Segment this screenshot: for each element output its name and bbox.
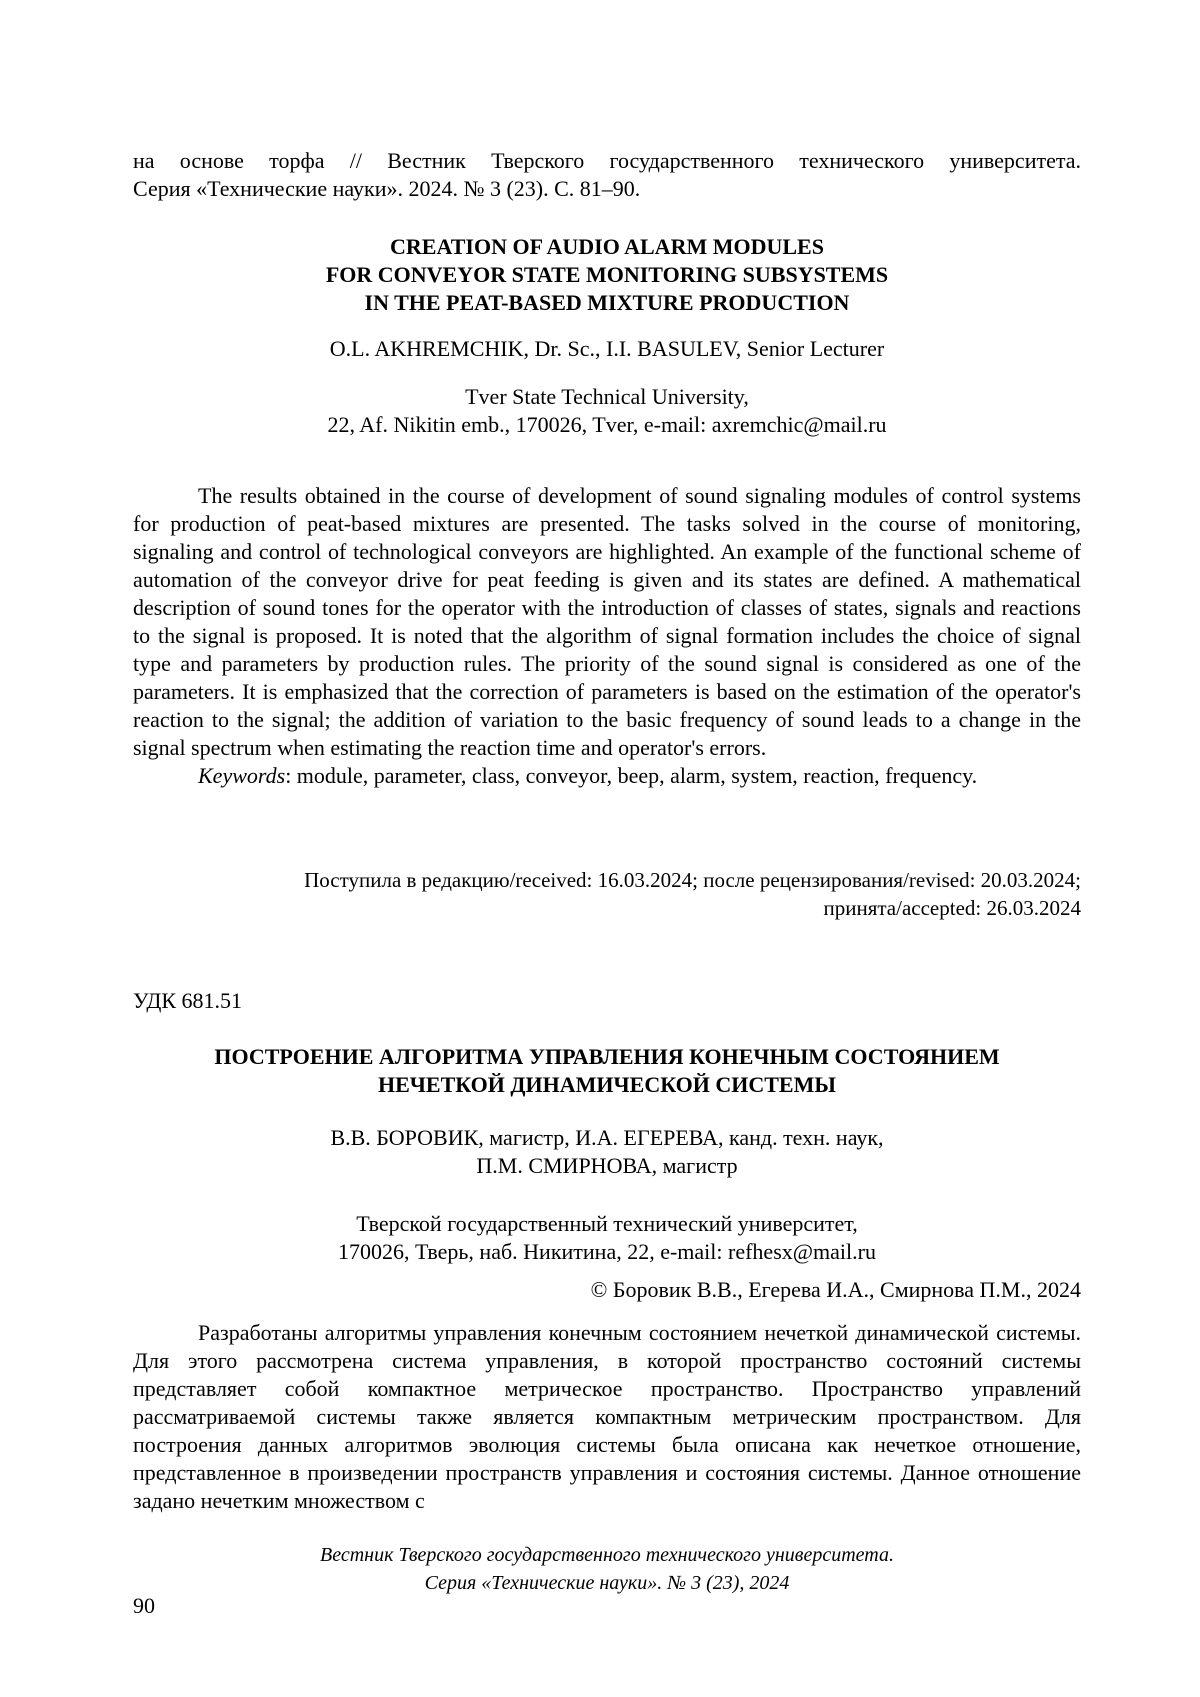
footer-line-1: Вестник Тверского государственного технического университета. (320, 1544, 894, 1566)
affiliation-en-line-1: Tver State Technical University, (465, 384, 749, 409)
abstract-en-block (133, 482, 1081, 790)
keywords-list: : module, parameter, class, conveyor, beep, alarm, system, reaction, frequency. (285, 763, 978, 788)
article-title-en-line-3: IN THE PEAT-BASED MIXTURE PRODUCTION (364, 290, 850, 315)
reference-line-1: на основе торфа // Вестник Тверского государственного технического университета. (133, 148, 1081, 173)
authors-ru-line-2: П.М. СМИРНОВА, магистр (476, 1153, 738, 1178)
affiliation-en-line-2: 22, Af. Nikitin emb., 170026, Tver, e-mail: axremchic@mail.ru (327, 412, 887, 437)
article-title-ru-line-1: ПОСТРОЕНИЕ АЛГОРИТМА УПРАВЛЕНИЯ КОНЕЧНЫМ СОСТОЯНИЕМ (214, 1044, 1000, 1069)
received-line-1: Поступила в редакцию/received: 16.03.2024; после рецензирования/revised: 20.03.2024; (304, 868, 1081, 892)
keywords-en (133, 762, 1081, 790)
abstract-ru: Разработаны алгоритмы управления конечным состоянием нечеткой динамической системы. Для этого рассмотрена система управления, в которой пространство состояний системы представляет собой компактное метрическое пространство. Пространство управлений рассматриваемой системы также является компактным метрическим пространством. Для построения данных алгоритмов эволюция системы была описана как нечеткое отношение, представленное в произведении пространств управления и состояния системы. Данное отношение задано нечетким множеством с (133, 1320, 1081, 1513)
authors-ru-line-1: В.В. БОРОВИК, магистр, И.А. ЕГЕРЕВА, канд. техн. наук, (330, 1125, 884, 1150)
abstract-en: The results obtained in the course of development of sound signaling modules of control systems for production of peat-based mixtures are presented. The tasks solved in the course of monitoring, signaling and control of technological conveyors are highlighted. An example of the functional scheme of automation of the conveyor drive for peat feeding is given and its states are defined. A mathematical description of sound tones for the operator with the introduction of classes of states, signals and reactions to the signal is proposed. It is noted that the algorithm of signal formation includes the choice of signal type and parameters by production rules. The priority of the sound signal is considered as one of the parameters. It is emphasized that the correction of parameters is based on the estimation of the operator's reaction to the signal; the addition of variation to the basic frequency of sound leads to a change in the signal spectrum when estimating the reaction time and operator's errors. (133, 483, 1081, 760)
affiliation-ru-line-1: Тверской государственный технический университет, (356, 1211, 858, 1236)
reference-line-2: Серия «Технические науки». 2024. № 3 (23). С. 81–90. (133, 176, 641, 201)
reference-continuation (133, 147, 1081, 203)
copyright-text: © Боровик В.В., Егерева И.А., Смирнова П.М., 2024 (590, 1277, 1081, 1302)
received-line-2: принята/accepted: 26.03.2024 (823, 896, 1081, 920)
article-title-ru-line-2: НЕЧЕТКОЙ ДИНАМИЧЕСКОЙ СИСТЕМЫ (378, 1072, 836, 1097)
received-dates (133, 866, 1081, 922)
authors-en-line: O.L. AKHREMCHIK, Dr. Sc., I.I. BASULEV, Senior Lecturer (329, 336, 885, 361)
udc-line: УДК 681.51 (133, 988, 243, 1013)
keywords-label: Keywords (198, 763, 286, 788)
authors-en (133, 335, 1081, 363)
footer-line-2: Серия «Технические науки». № 3 (23), 2024 (424, 1572, 790, 1594)
affiliation-ru-line-2: 170026, Тверь, наб. Никитина, 22, e-mail: refhesx@mail.ru (338, 1239, 876, 1264)
journal-footer (133, 1541, 1081, 1597)
copyright-line (133, 1276, 1081, 1304)
article-title-en-line-2: FOR CONVEYOR STATE MONITORING SUBSYSTEMS (325, 262, 889, 287)
abstract-ru-block (133, 1319, 1081, 1515)
article-title-en (133, 233, 1081, 317)
affiliation-en (133, 383, 1081, 439)
article-title-ru (133, 1043, 1081, 1099)
affiliation-ru (133, 1210, 1081, 1266)
page-number: 90 (133, 1593, 155, 1618)
udc-code (133, 987, 1081, 1015)
article-title-en-line-1: CREATION OF AUDIO ALARM MODULES (390, 234, 824, 259)
authors-ru (133, 1124, 1081, 1180)
